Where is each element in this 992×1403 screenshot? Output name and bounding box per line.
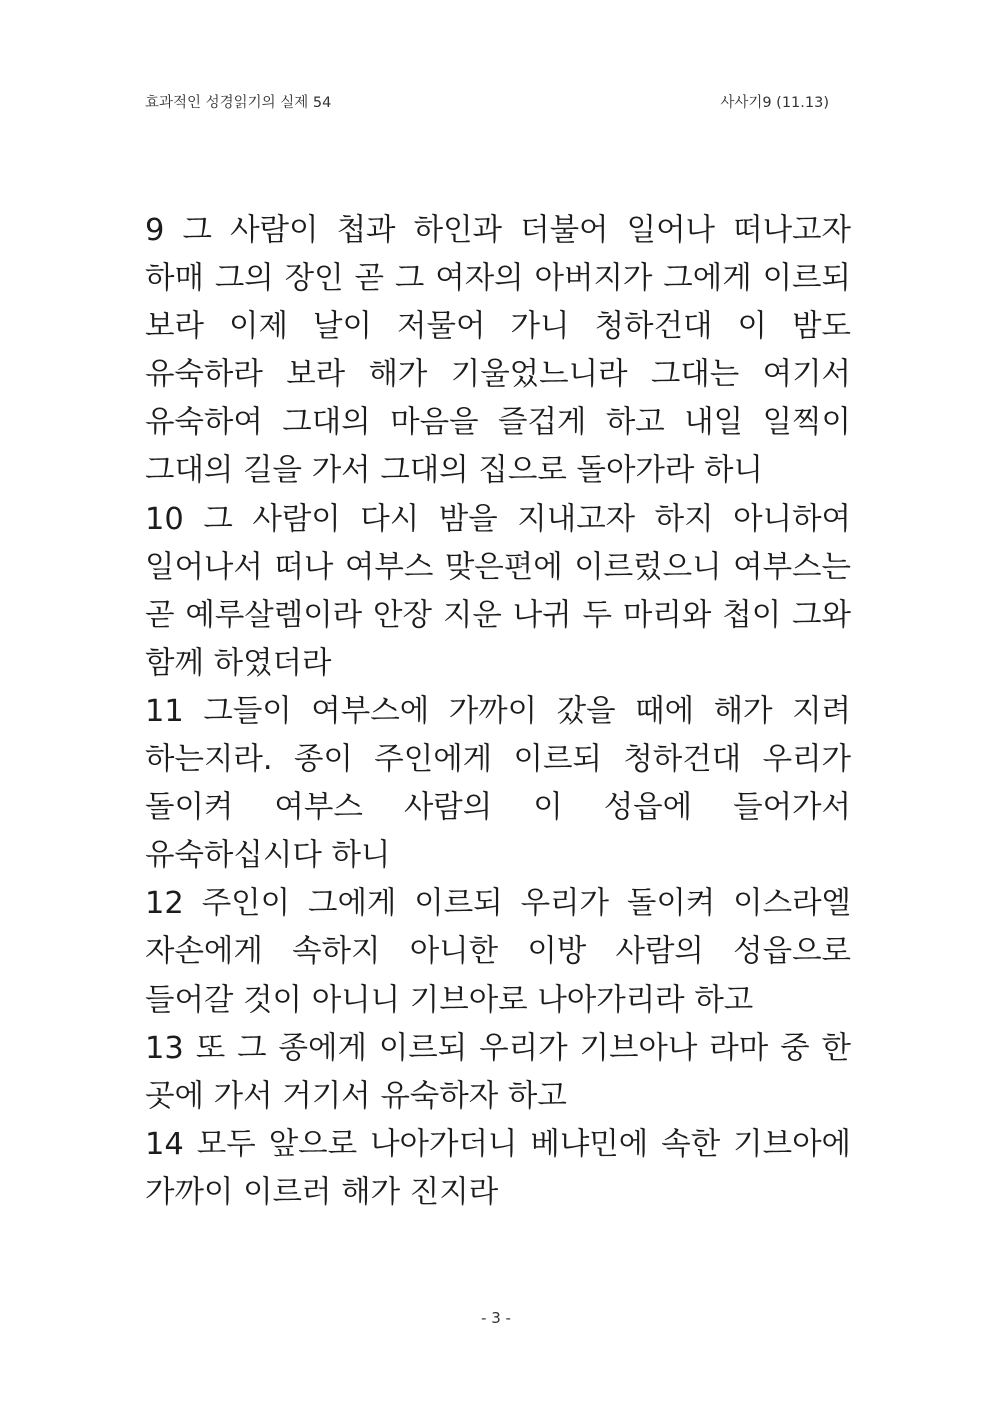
verse-14: 14 모두 앞으로 나아가더니 베냐민에 속한 기브아에 가까이 이르러 해가 진지라 [145,1126,851,1210]
verse-11: 11 그들이 여부스에 가까이 갔을 때에 해가 지려 하는지라. 종이 주인에게 이르되 청하건대 우리가 돌이켜 여부스 사람의 이 성읍에 들어가서 유숙하십시다 하니 [145,693,851,874]
verse-13: 13 또 그 종에게 이르되 우리가 기브아나 라마 중 한 곳에 가서 거기서 유숙하자 하고 [145,1030,851,1114]
scripture-body [145,207,851,1217]
verse-9: 9 그 사람이 첩과 하인과 더불어 일어나 떠나고자 하매 그의 장인 곧 그 여자의 아버지가 그에게 이르되 보라 이제 날이 저물어 가니 청하건대 이 밤도 유숙하라 보라 해가 기울었느니라 그대는 여기서 유숙하여 그대의 마음을 즐겁게 하고 내일 일찍이 그대의 길을 가서 그대의 집으로 돌아가라 하니 [145,213,851,489]
page-header [145,91,829,115]
verse-10: 10 그 사람이 다시 밤을 지내고자 하지 아니하여 일어나서 떠나 여부스 맞은편에 이르렀으니 여부스는 곧 예루살렘이라 안장 지운 나귀 두 마리와 첩이 그와 함께 하였더라 [145,501,851,681]
chapter-date-label: 사사기9 (11.13) [720,95,829,111]
verse-12: 12 주인이 그에게 이르되 우리가 돌이켜 이스라엘 자손에게 속하지 아니한 이방 사람의 성읍으로 들어갈 것이 아니니 기브아로 나아가리라 하고 [145,886,851,1018]
page-number: - 3 - [481,1309,511,1327]
document-title: 효과적인 성경읽기의 실제 54 [145,95,332,111]
